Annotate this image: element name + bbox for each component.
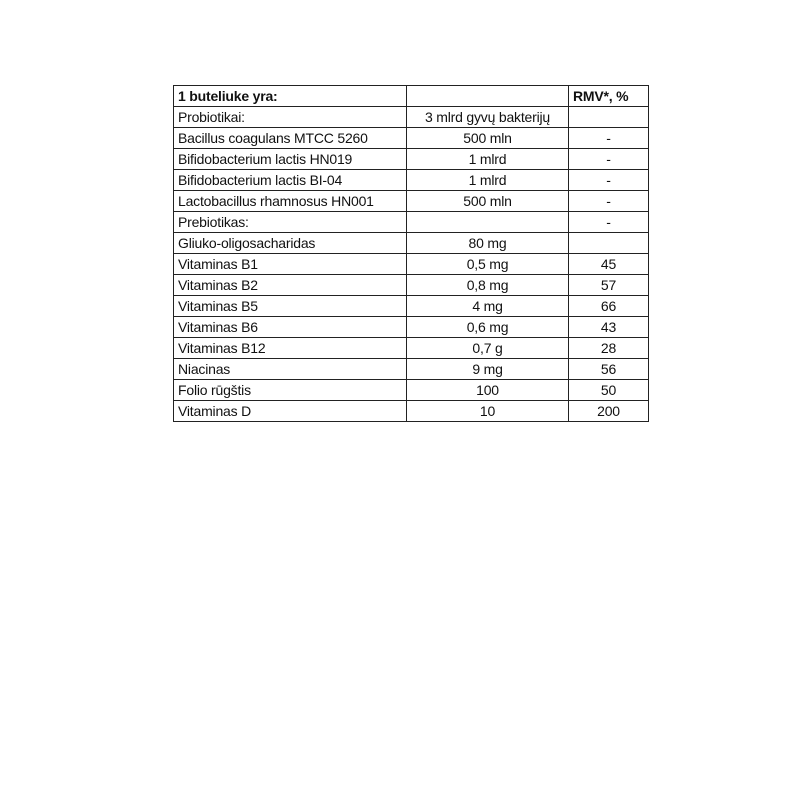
table-row (174, 149, 649, 170)
ingredient-rmv: 66 (569, 296, 649, 317)
table-row (174, 380, 649, 401)
ingredient-name: Probiotikai: (174, 107, 407, 128)
ingredient-rmv: 28 (569, 338, 649, 359)
table-row (174, 212, 649, 233)
ingredient-amount: 1 mlrd (407, 170, 569, 191)
ingredient-rmv: 57 (569, 275, 649, 296)
table-row (174, 401, 649, 422)
ingredient-rmv: 50 (569, 380, 649, 401)
ingredient-amount: 80 mg (407, 233, 569, 254)
document-page (173, 85, 649, 422)
ingredient-rmv: 45 (569, 254, 649, 275)
table-row (174, 296, 649, 317)
ingredient-name: Vitaminas B12 (174, 338, 407, 359)
ingredient-name: Vitaminas B2 (174, 275, 407, 296)
table-row (174, 191, 649, 212)
header-amount-cell (407, 86, 569, 107)
table-row (174, 275, 649, 296)
header-name-cell: 1 buteliuke yra: (174, 86, 407, 107)
ingredient-amount: 0,5 mg (407, 254, 569, 275)
table-row (174, 170, 649, 191)
ingredient-name: Bacillus coagulans MTCC 5260 (174, 128, 407, 149)
ingredient-amount: 500 mln (407, 191, 569, 212)
table-row (174, 128, 649, 149)
ingredient-rmv (569, 233, 649, 254)
ingredient-rmv: 56 (569, 359, 649, 380)
ingredient-rmv: - (569, 170, 649, 191)
table-row (174, 233, 649, 254)
ingredient-name: Niacinas (174, 359, 407, 380)
table-row (174, 359, 649, 380)
ingredient-name: Prebiotikas: (174, 212, 407, 233)
ingredient-name: Vitaminas D (174, 401, 407, 422)
table-row (174, 254, 649, 275)
ingredient-rmv: - (569, 128, 649, 149)
ingredient-amount: 0,8 mg (407, 275, 569, 296)
ingredient-amount: 10 (407, 401, 569, 422)
ingredient-name: Folio rūgštis (174, 380, 407, 401)
ingredient-rmv (569, 107, 649, 128)
table-row (174, 317, 649, 338)
ingredient-amount: 3 mlrd gyvų bakterijų (407, 107, 569, 128)
ingredient-rmv: 200 (569, 401, 649, 422)
table-body (174, 107, 649, 422)
ingredient-rmv: - (569, 191, 649, 212)
header-rmv-cell: RMV*, % (569, 86, 649, 107)
ingredient-name: Gliuko-oligosacharidas (174, 233, 407, 254)
ingredient-name: Bifidobacterium lactis HN019 (174, 149, 407, 170)
ingredient-amount: 9 mg (407, 359, 569, 380)
ingredient-amount (407, 212, 569, 233)
ingredient-amount: 100 (407, 380, 569, 401)
composition-table (173, 85, 649, 422)
ingredient-name: Vitaminas B5 (174, 296, 407, 317)
table-row (174, 107, 649, 128)
ingredient-amount: 1 mlrd (407, 149, 569, 170)
ingredient-amount: 500 mln (407, 128, 569, 149)
ingredient-name: Vitaminas B1 (174, 254, 407, 275)
ingredient-rmv: 43 (569, 317, 649, 338)
ingredient-rmv: - (569, 149, 649, 170)
ingredient-rmv: - (569, 212, 649, 233)
ingredient-name: Bifidobacterium lactis BI-04 (174, 170, 407, 191)
ingredient-name: Lactobacillus rhamnosus HN001 (174, 191, 407, 212)
ingredient-amount: 0,6 mg (407, 317, 569, 338)
ingredient-amount: 0,7 g (407, 338, 569, 359)
ingredient-name: Vitaminas B6 (174, 317, 407, 338)
table-row (174, 338, 649, 359)
ingredient-amount: 4 mg (407, 296, 569, 317)
table-header-row (174, 86, 649, 107)
